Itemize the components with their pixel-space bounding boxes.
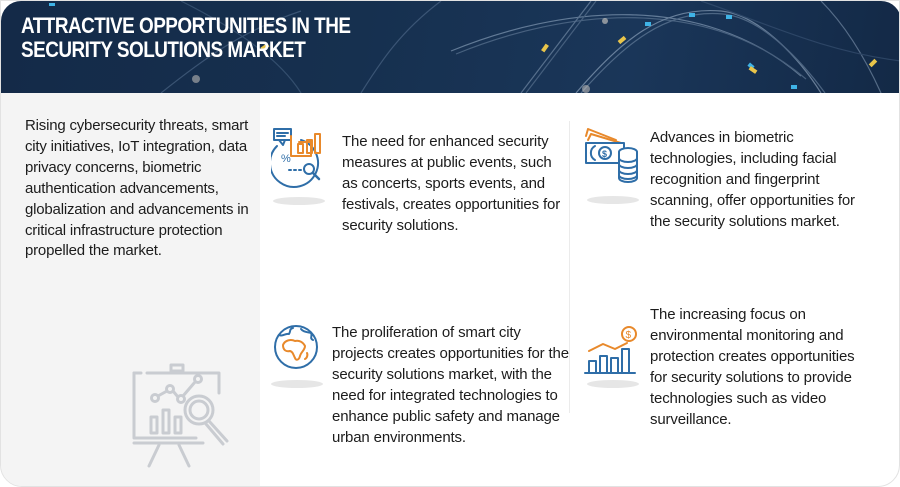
icon-shadow xyxy=(587,380,639,388)
icon-shadow xyxy=(587,196,639,204)
page-title xyxy=(21,14,468,62)
card-text: The increasing focus on environmental monitoring and protection creates opportunities for security solutions to provide technologies such as video surveillance. xyxy=(650,306,855,428)
presentation-board-analytics-icon xyxy=(131,363,236,468)
icon-shadow xyxy=(271,380,323,388)
cash-coins-icon xyxy=(583,126,643,191)
report-chart-magnifier-icon xyxy=(271,126,331,196)
card-text: The need for enhanced security measures at public events, such as concerts, sports events, and festivals, creates opportunities for security solutions. xyxy=(342,133,561,234)
icon-shadow xyxy=(273,197,325,205)
svg-text:$: $ xyxy=(625,330,632,341)
title-line-2: SECURITY SOLUTIONS MARKET xyxy=(21,37,306,62)
globe-africa-icon xyxy=(271,323,323,375)
header-banner xyxy=(1,1,900,93)
card-text: The proliferation of smart city projects creates opportunities for the security solutions market, with the need for integrated technologies to enhance public safety and manage urban environments. xyxy=(332,324,569,446)
summary-text: Rising cybersecurity threats, smart city initiatives, IoT integration, data privacy concerns, biometric authentication advancements, globalization and advancements in critical infrastructure protection propelled the market. xyxy=(25,117,249,260)
title-line-1: ATTRACTIVE OPPORTUNITIES IN THE xyxy=(21,13,351,38)
svg-text:$: $ xyxy=(602,149,608,159)
summary-panel xyxy=(1,93,260,487)
growth-chart-dollar-icon xyxy=(583,323,643,378)
card-text: Advances in biometric technologies, including facial recognition and fingerprint scanning, offer opportunities for the security solutions market. xyxy=(650,129,855,230)
svg-text:%: % xyxy=(281,153,291,165)
